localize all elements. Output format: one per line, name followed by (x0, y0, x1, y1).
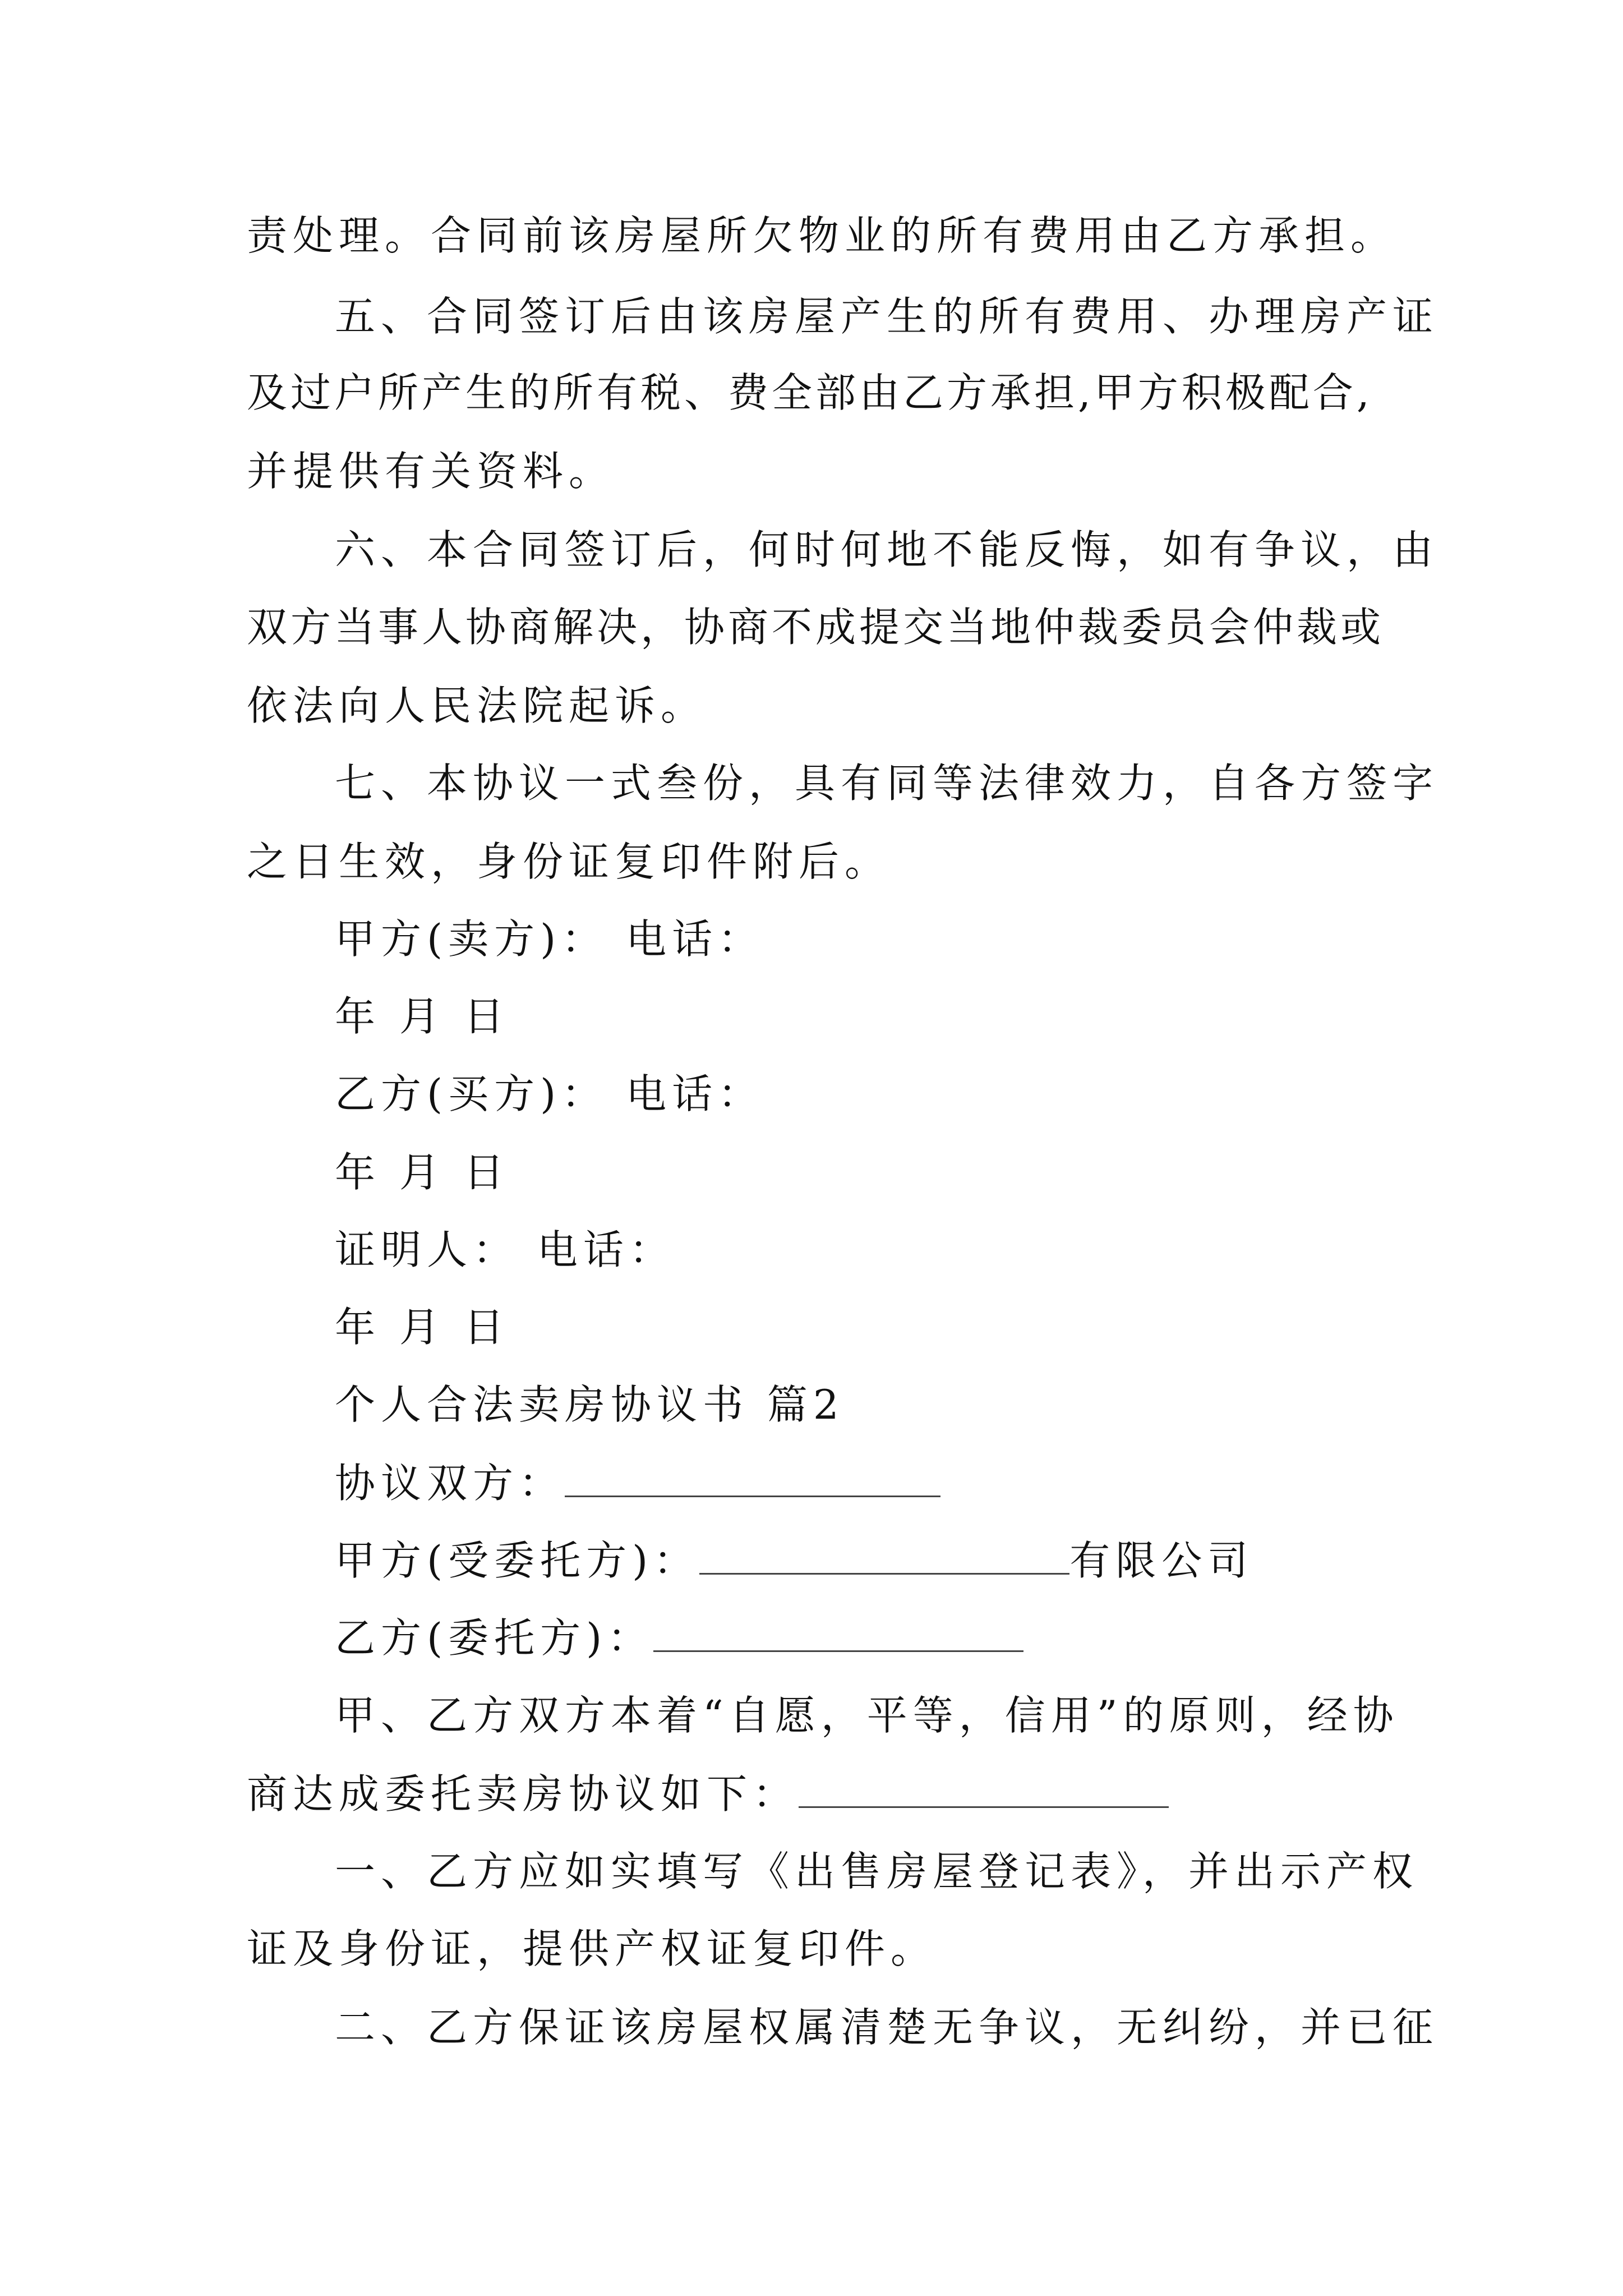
party-a-line (335, 1534, 1253, 1588)
paragraph-line: 之日生效，身份证复印件附后。 (247, 838, 891, 885)
paragraph-line: 及过户所产生的所有税、费全部由乙方承担,甲方积极配合, (247, 369, 1373, 416)
paragraph-line: 并提供有关资料。 (247, 448, 615, 495)
paragraph-line: 一、乙方应如实填写《出售房屋登记表》，并出示产权 (335, 1848, 1419, 1895)
fill-in-blank (799, 1773, 1169, 1808)
date-line: 年 月 日 (335, 993, 510, 1040)
paragraph-line: 依法向人民法院起诉。 (247, 682, 707, 729)
paragraph-line: 证及身份证，提供产权证复印件。 (247, 1925, 937, 1972)
section-heading: 个人合法卖房协议书 篇2 (335, 1381, 845, 1428)
paragraph-line: 责处理。合同前该房屋所欠物业的所有费用由乙方承担。 (247, 212, 1397, 259)
fill-in-blank (653, 1617, 1023, 1652)
agreement-intro: 商达成委托卖房协议如下： (247, 1770, 799, 1818)
paragraph-line (247, 1767, 1169, 1821)
date-line: 年 月 日 (335, 1304, 510, 1351)
paragraph-line: 五、合同签订后由该房屋产生的所有费用、办理房产证 (335, 293, 1439, 340)
party-a-label: 甲方(受委托方)： (335, 1537, 700, 1584)
signature-line-buyer: 乙方(买方)： 电话： (335, 1070, 764, 1117)
party-b-line (335, 1611, 1023, 1665)
date-line: 年 月 日 (335, 1149, 510, 1196)
paragraph-line: 六、本合同签订后，何时何地不能反悔，如有争议，由 (335, 526, 1439, 573)
party-b-label: 乙方(委托方)： (335, 1614, 654, 1662)
paragraph-line: 二、乙方保证该房屋权属清楚无争议，无纠纷，并已征 (335, 2004, 1439, 2051)
parties-label: 协议双方： (335, 1460, 565, 1507)
paragraph-line: 七、本协议一式叁份，具有同等法律效力，自各方签字 (335, 760, 1439, 807)
signature-line-witness: 证明人： 电话： (335, 1226, 675, 1273)
company-suffix: 有限公司 (1069, 1537, 1254, 1584)
parties-line (335, 1456, 940, 1510)
fill-in-blank (699, 1539, 1069, 1575)
paragraph-line: 甲、乙方双方本着“自愿，平等，信用”的原则，经协 (335, 1692, 1399, 1739)
signature-line-seller: 甲方(卖方)： 电话： (335, 915, 764, 963)
paragraph-line: 双方当事人协商解决，协商不成提交当地仲裁委员会仲裁或 (247, 604, 1385, 651)
fill-in-blank (565, 1462, 940, 1497)
